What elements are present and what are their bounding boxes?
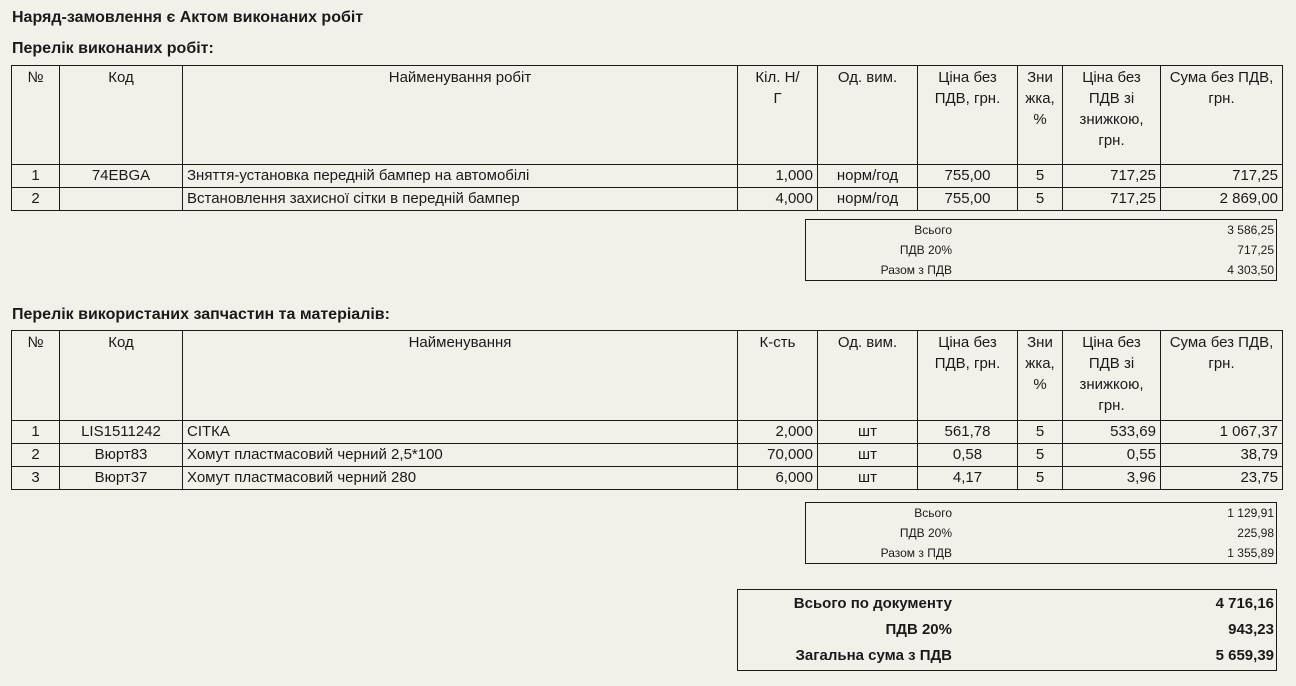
- works-header-num: №: [12, 66, 60, 165]
- row-unit: норм/год: [818, 165, 918, 188]
- row-discount: 5: [1018, 165, 1063, 188]
- row-sum: 23,75: [1161, 467, 1283, 490]
- row-num: 3: [12, 467, 60, 490]
- grand-vat-label: ПДВ 20%: [885, 621, 952, 638]
- works-header-unit: Од. вим.: [818, 66, 918, 165]
- row-num: 2: [12, 188, 60, 211]
- row-discounted-price: 533,69: [1063, 421, 1161, 444]
- row-discounted-price: 0,55: [1063, 444, 1161, 467]
- row-price: 755,00: [918, 188, 1018, 211]
- works-total-with-vat-label: Разом з ПДВ: [880, 263, 952, 277]
- row-discounted-price: 717,25: [1063, 188, 1161, 211]
- row-discounted-price: 717,25: [1063, 165, 1161, 188]
- parts-totals-box: [805, 502, 1277, 564]
- row-sum: 717,25: [1161, 165, 1283, 188]
- works-total-value: 3 586,25: [1227, 223, 1274, 237]
- works-header-sum: Сума без ПДВ, грн.: [1161, 66, 1283, 165]
- grand-total-with-vat-label: Загальна сума з ПДВ: [795, 647, 952, 664]
- parts-header-row: [12, 331, 1283, 421]
- table-row: [12, 165, 1283, 188]
- parts-vat-label: ПДВ 20%: [899, 526, 952, 540]
- parts-header-unit: Од. вим.: [818, 331, 918, 421]
- row-code: [60, 188, 183, 211]
- works-total-label: Всього: [914, 223, 952, 237]
- grand-totals-box: [737, 589, 1277, 671]
- document-title: Наряд-замовлення є Актом виконаних робіт: [12, 9, 364, 26]
- row-qty: 1,000: [738, 165, 818, 188]
- works-totals-box: [805, 219, 1277, 281]
- parts-total-row: [806, 503, 1276, 523]
- row-price: 561,78: [918, 421, 1018, 444]
- parts-header-sum: Сума без ПДВ, грн.: [1161, 331, 1283, 421]
- works-vat-label: ПДВ 20%: [899, 243, 952, 257]
- row-discount: 5: [1018, 421, 1063, 444]
- row-sum: 1 067,37: [1161, 421, 1283, 444]
- works-header-qty: Кіл. Н/Г: [738, 66, 818, 165]
- parts-total-value: 1 129,91: [1227, 506, 1274, 520]
- table-row: [12, 467, 1283, 490]
- row-code: LIS1511242: [60, 421, 183, 444]
- works-header-price: Ціна без ПДВ, грн.: [918, 66, 1018, 165]
- row-discount: 5: [1018, 444, 1063, 467]
- parts-header-name: Найменування: [183, 331, 738, 421]
- row-code: 74EBGA: [60, 165, 183, 188]
- row-price: 755,00: [918, 165, 1018, 188]
- works-section-title: Перелік виконаних робіт:: [12, 40, 214, 57]
- row-name: СІТКА: [183, 421, 738, 444]
- works-table: [11, 65, 1283, 211]
- row-unit: шт: [818, 467, 918, 490]
- parts-table: [11, 330, 1283, 490]
- row-num: 1: [12, 421, 60, 444]
- parts-header-code: Код: [60, 331, 183, 421]
- table-row: [12, 444, 1283, 467]
- row-unit: норм/год: [818, 188, 918, 211]
- row-discounted-price: 3,96: [1063, 467, 1161, 490]
- works-vat-row: [806, 240, 1276, 260]
- row-qty: 70,000: [738, 444, 818, 467]
- row-name: Хомут пластмасовий черний 2,5*100: [183, 444, 738, 467]
- parts-total-label: Всього: [914, 506, 952, 520]
- parts-header-discounted-price: Ціна без ПДВ зі знижкою, грн.: [1063, 331, 1161, 421]
- works-total-with-vat-row: [806, 260, 1276, 280]
- row-name: Встановлення захисної сітки в передній бампер: [183, 188, 738, 211]
- grand-total-with-vat-value: 5 659,39: [1215, 647, 1274, 664]
- row-discount: 5: [1018, 188, 1063, 211]
- works-header-discount: Зни жка, %: [1018, 66, 1063, 165]
- grand-total-with-vat-row: [738, 643, 1276, 668]
- row-num: 1: [12, 165, 60, 188]
- grand-total-value: 4 716,16: [1215, 595, 1274, 612]
- row-unit: шт: [818, 444, 918, 467]
- grand-total-label: Всього по документу: [793, 595, 952, 612]
- table-row: [12, 188, 1283, 211]
- row-qty: 2,000: [738, 421, 818, 444]
- row-num: 2: [12, 444, 60, 467]
- row-price: 4,17: [918, 467, 1018, 490]
- row-price: 0,58: [918, 444, 1018, 467]
- parts-total-with-vat-row: [806, 543, 1276, 563]
- grand-vat-row: [738, 617, 1276, 642]
- row-name: Зняття-установка передній бампер на автомобілі: [183, 165, 738, 188]
- parts-header-price: Ціна без ПДВ, грн.: [918, 331, 1018, 421]
- parts-header-discount: Зни жка, %: [1018, 331, 1063, 421]
- parts-total-with-vat-value: 1 355,89: [1227, 546, 1274, 560]
- row-code: Вюрт37: [60, 467, 183, 490]
- table-row: [12, 421, 1283, 444]
- works-header-discounted-price: Ціна без ПДВ зі знижкою, грн.: [1063, 66, 1161, 165]
- works-total-with-vat-value: 4 303,50: [1227, 263, 1274, 277]
- grand-vat-value: 943,23: [1228, 621, 1274, 638]
- parts-vat-row: [806, 523, 1276, 543]
- works-header-name: Найменування робіт: [183, 66, 738, 165]
- row-discount: 5: [1018, 467, 1063, 490]
- row-unit: шт: [818, 421, 918, 444]
- row-qty: 6,000: [738, 467, 818, 490]
- row-sum: 38,79: [1161, 444, 1283, 467]
- works-vat-value: 717,25: [1237, 243, 1274, 257]
- parts-vat-value: 225,98: [1237, 526, 1274, 540]
- grand-total-row: [738, 591, 1276, 616]
- works-header-row: [12, 66, 1283, 165]
- parts-section-title: Перелік використаних запчастин та матеріалів:: [12, 306, 390, 323]
- works-total-row: [806, 220, 1276, 240]
- works-header-code: Код: [60, 66, 183, 165]
- parts-total-with-vat-label: Разом з ПДВ: [880, 546, 952, 560]
- row-qty: 4,000: [738, 188, 818, 211]
- row-name: Хомут пластмасовий черний 280: [183, 467, 738, 490]
- row-code: Вюрт83: [60, 444, 183, 467]
- parts-header-num: №: [12, 331, 60, 421]
- parts-header-qty: К-сть: [738, 331, 818, 421]
- row-sum: 2 869,00: [1161, 188, 1283, 211]
